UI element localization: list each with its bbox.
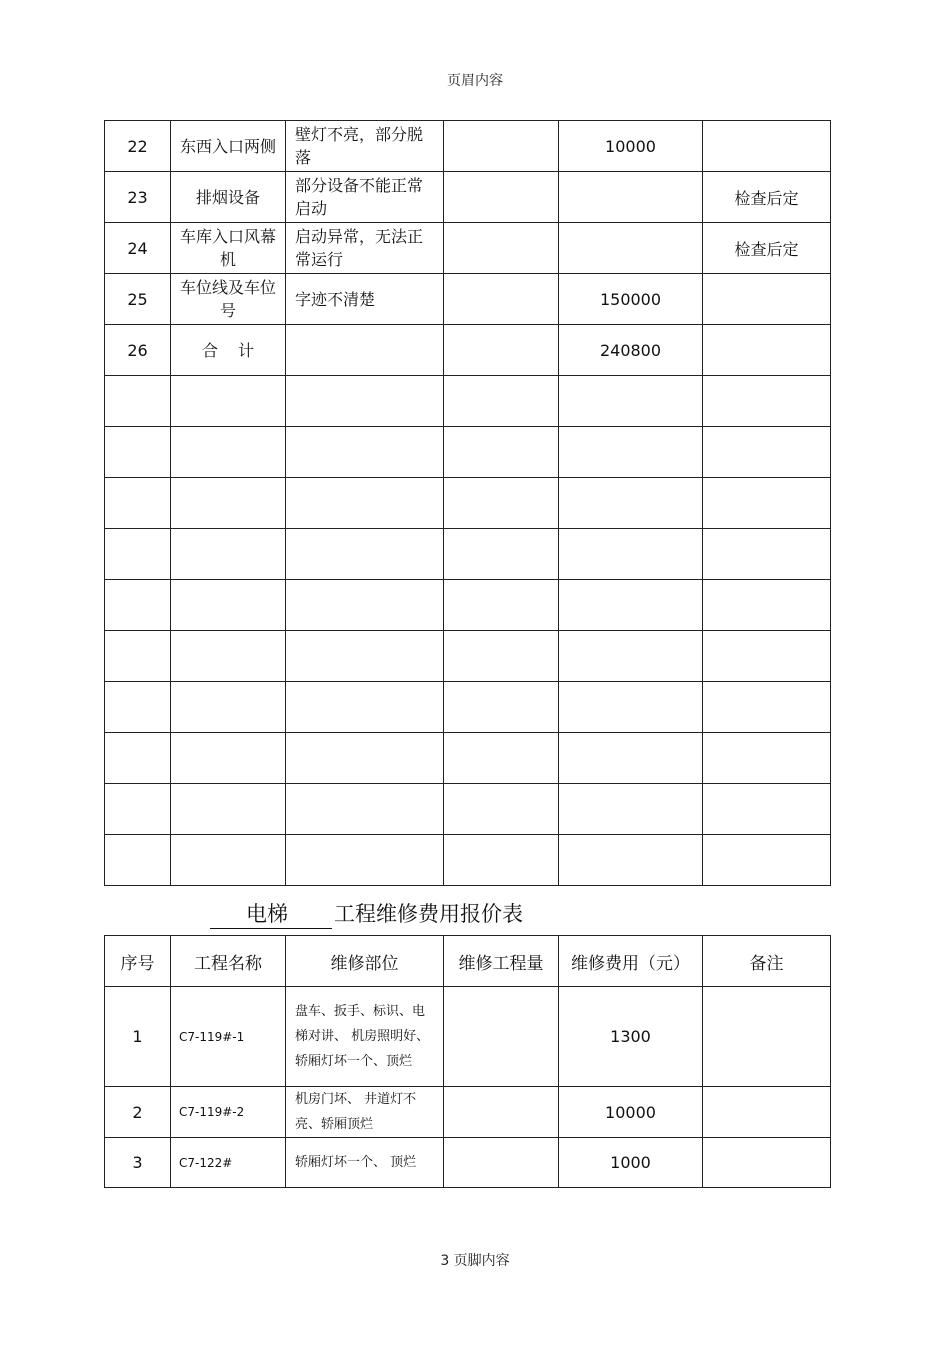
cell-qty xyxy=(444,1087,559,1138)
empty-cell xyxy=(559,682,703,733)
empty-row xyxy=(105,733,831,784)
cell-seq: 22 xyxy=(105,121,171,172)
cell-part: 启动异常，无法正常运行 xyxy=(286,223,444,274)
empty-cell xyxy=(559,478,703,529)
cell-cost: 1300 xyxy=(559,987,703,1087)
empty-row xyxy=(105,835,831,886)
cell-seq: 3 xyxy=(105,1138,171,1188)
cell-cost xyxy=(559,172,703,223)
empty-cell xyxy=(171,835,286,886)
cell-name: C7-119#-2 xyxy=(171,1087,286,1138)
empty-cell xyxy=(444,631,559,682)
cell-seq: 1 xyxy=(105,987,171,1087)
empty-cell xyxy=(559,835,703,886)
empty-cell xyxy=(444,529,559,580)
empty-cell xyxy=(559,580,703,631)
empty-row xyxy=(105,529,831,580)
empty-cell xyxy=(171,529,286,580)
empty-cell xyxy=(105,376,171,427)
empty-cell xyxy=(703,631,831,682)
cell-seq: 24 xyxy=(105,223,171,274)
empty-cell xyxy=(105,835,171,886)
table-row xyxy=(105,325,831,376)
table-row xyxy=(105,274,831,325)
empty-cell xyxy=(286,631,444,682)
cell-qty xyxy=(444,223,559,274)
header-part: 维修部位 xyxy=(286,936,444,987)
cell-seq: 23 xyxy=(105,172,171,223)
cell-name: 排烟设备 xyxy=(171,172,286,223)
empty-cell xyxy=(444,478,559,529)
cell-cost: 10000 xyxy=(559,1087,703,1138)
cell-name: 车位线及车位号 xyxy=(171,274,286,325)
cell-cost: 150000 xyxy=(559,274,703,325)
elevator-quote-table xyxy=(104,935,831,1188)
empty-cell xyxy=(703,376,831,427)
cell-qty xyxy=(444,121,559,172)
empty-cell xyxy=(171,733,286,784)
empty-cell xyxy=(444,376,559,427)
table-header-row xyxy=(105,936,831,987)
empty-cell xyxy=(286,376,444,427)
cell-cost: 1000 xyxy=(559,1138,703,1188)
cell-name: C7-119#-1 xyxy=(171,987,286,1087)
cell-name: C7-122# xyxy=(171,1138,286,1188)
cell-remark xyxy=(703,325,831,376)
table-row xyxy=(105,987,831,1087)
cell-name: 车库入口风幕机 xyxy=(171,223,286,274)
empty-cell xyxy=(105,784,171,835)
cell-remark xyxy=(703,1138,831,1188)
cell-qty xyxy=(444,1138,559,1188)
empty-cell xyxy=(559,784,703,835)
cell-seq: 2 xyxy=(105,1087,171,1138)
empty-cell xyxy=(171,478,286,529)
cell-cost: 240800 xyxy=(559,325,703,376)
cell-name: 东西入口两侧 xyxy=(171,121,286,172)
empty-cell xyxy=(703,427,831,478)
empty-cell xyxy=(559,376,703,427)
empty-cell xyxy=(703,835,831,886)
cell-seq: 25 xyxy=(105,274,171,325)
empty-cell xyxy=(286,427,444,478)
cell-remark xyxy=(703,121,831,172)
empty-cell xyxy=(286,733,444,784)
cell-qty xyxy=(444,325,559,376)
empty-cell xyxy=(171,376,286,427)
table-row xyxy=(105,223,831,274)
table-row xyxy=(105,121,831,172)
empty-cell xyxy=(286,835,444,886)
empty-cell xyxy=(105,733,171,784)
empty-cell xyxy=(444,784,559,835)
title-blank: 电梯 xyxy=(210,898,332,929)
empty-cell xyxy=(105,631,171,682)
empty-cell xyxy=(105,682,171,733)
empty-cell xyxy=(286,682,444,733)
empty-cell xyxy=(444,427,559,478)
empty-cell xyxy=(171,580,286,631)
empty-cell xyxy=(105,478,171,529)
empty-cell xyxy=(703,682,831,733)
empty-cell xyxy=(171,427,286,478)
empty-row xyxy=(105,478,831,529)
empty-cell xyxy=(286,529,444,580)
cell-remark xyxy=(703,274,831,325)
empty-cell xyxy=(444,733,559,784)
empty-cell xyxy=(703,580,831,631)
cell-cost xyxy=(559,223,703,274)
empty-cell xyxy=(703,478,831,529)
empty-cell xyxy=(559,529,703,580)
empty-cell xyxy=(286,580,444,631)
table-row xyxy=(105,1087,831,1138)
empty-row xyxy=(105,631,831,682)
empty-cell xyxy=(559,733,703,784)
cell-name: 合计 xyxy=(171,325,286,376)
cell-qty xyxy=(444,172,559,223)
empty-cell xyxy=(444,682,559,733)
cell-part: 机房门坏、 井道灯不亮、轿厢顶烂 xyxy=(286,1087,444,1138)
empty-cell xyxy=(559,427,703,478)
header-qty: 维修工程量 xyxy=(444,936,559,987)
repair-table-continued xyxy=(104,120,831,886)
cell-part: 字迹不清楚 xyxy=(286,274,444,325)
cell-remark xyxy=(703,1087,831,1138)
empty-cell xyxy=(703,784,831,835)
cell-remark: 检查后定 xyxy=(703,172,831,223)
empty-cell xyxy=(105,529,171,580)
empty-cell xyxy=(105,427,171,478)
empty-row xyxy=(105,427,831,478)
cell-part: 壁灯不亮，部分脱落 xyxy=(286,121,444,172)
empty-cell xyxy=(171,682,286,733)
empty-cell xyxy=(171,631,286,682)
page-header: 页眉内容 xyxy=(447,73,503,89)
empty-cell xyxy=(703,529,831,580)
empty-row xyxy=(105,784,831,835)
empty-cell xyxy=(703,733,831,784)
cell-remark: 检查后定 xyxy=(703,223,831,274)
cell-remark xyxy=(703,987,831,1087)
table-row xyxy=(105,172,831,223)
empty-cell xyxy=(105,580,171,631)
cell-part xyxy=(286,325,444,376)
empty-cell xyxy=(171,784,286,835)
header-name: 工程名称 xyxy=(171,936,286,987)
cell-part: 部分设备不能正常启动 xyxy=(286,172,444,223)
empty-cell xyxy=(444,835,559,886)
header-seq: 序号 xyxy=(105,936,171,987)
table-row xyxy=(105,1138,831,1188)
section-title xyxy=(210,898,523,929)
empty-cell xyxy=(286,784,444,835)
empty-cell xyxy=(559,631,703,682)
cell-qty xyxy=(444,274,559,325)
empty-cell xyxy=(444,580,559,631)
empty-cell xyxy=(286,478,444,529)
empty-row xyxy=(105,376,831,427)
page-footer: 3 页脚内容 xyxy=(440,1253,510,1269)
cell-qty xyxy=(444,987,559,1087)
cell-part: 盘车、扳手、标识、电梯对讲、 机房照明好、轿厢灯坏一个、顶烂 xyxy=(286,987,444,1087)
empty-row xyxy=(105,580,831,631)
title-suffix: 工程维修费用报价表 xyxy=(334,902,523,926)
header-remark: 备注 xyxy=(703,936,831,987)
cell-seq: 26 xyxy=(105,325,171,376)
empty-row xyxy=(105,682,831,733)
cell-part: 轿厢灯坏一个、 顶烂 xyxy=(286,1138,444,1188)
header-cost: 维修费用（元） xyxy=(559,936,703,987)
cell-cost: 10000 xyxy=(559,121,703,172)
